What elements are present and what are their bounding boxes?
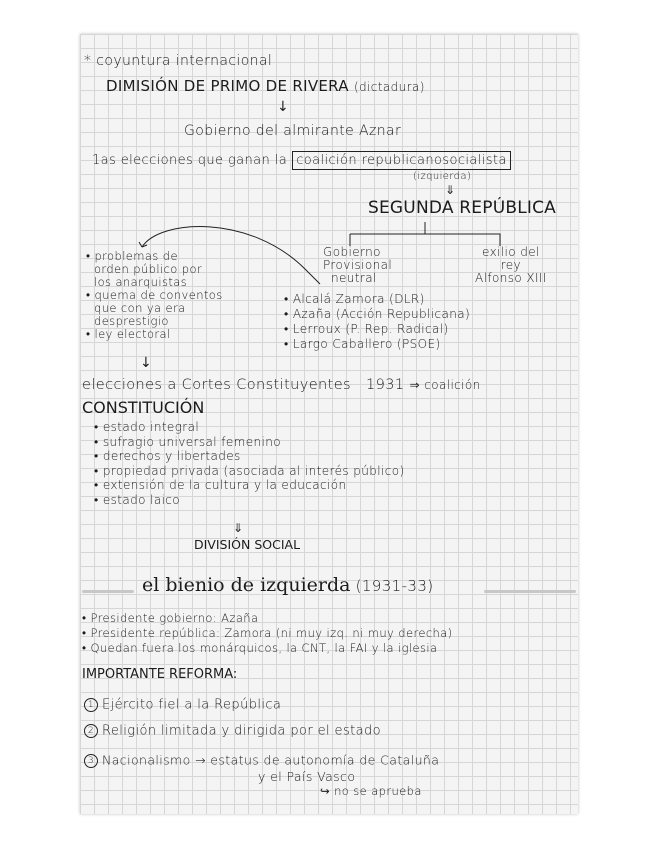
- reform-1-text: Ejército fiel a la República: [102, 697, 282, 713]
- number-1-icon: 1: [84, 698, 98, 712]
- fact-3: • Quedan fuera los monárquicos, la CNT, la FAI y la iglesia: [82, 641, 438, 655]
- members-list: [284, 292, 470, 352]
- header-highlight-left: [82, 590, 134, 593]
- reform-3-continuation: y el País Vasco: [258, 769, 356, 784]
- fact-2: • Presidente república: Zamora (ni muy izq. ni muy derecha): [82, 626, 453, 640]
- curved-connector-arrowhead: [139, 242, 147, 247]
- exile-line-2: rey: [500, 258, 522, 272]
- reform-title: IMPORTANTE REFORMA:: [82, 667, 238, 682]
- event-note: (dictadura): [353, 80, 425, 94]
- problem-1-line-3: los anarquistas: [94, 275, 188, 289]
- republic-title: SEGUNDA REPÚBLICA: [368, 198, 556, 218]
- problems-list: [86, 250, 223, 341]
- constituent-line: [82, 378, 481, 393]
- exile-line-3: Alfonso XIII: [475, 271, 547, 285]
- number-3-icon: 3: [84, 754, 98, 768]
- number-2-icon: 2: [84, 724, 98, 738]
- constituent-year: 1931: [366, 377, 405, 393]
- problem-1-line-2: orden público por: [94, 262, 203, 276]
- reform-3: [84, 754, 439, 768]
- constitution-item-2: • sufragio universal femenino: [94, 434, 281, 449]
- reform-1: [84, 698, 281, 712]
- double-arrow-icon: ⇓: [445, 183, 456, 197]
- problems-arrow-icon: ↓: [140, 355, 152, 371]
- constitution-item-6: • estado laico: [94, 492, 181, 507]
- member-2: • Azaña (Acción Republicana): [284, 307, 471, 321]
- header-highlight-right: [484, 590, 576, 593]
- member-4: • Largo Caballero (PSOE): [284, 337, 441, 351]
- fact-1: • Presidente gobierno: Azaña: [82, 611, 259, 625]
- context-heading: * coyuntura internacional: [84, 53, 273, 69]
- king-exile: [475, 246, 547, 285]
- bienio-years: (1931-33): [355, 577, 434, 595]
- constitution-item-5: • extensión de la cultura y la educación: [94, 478, 347, 492]
- constituent-result: ⇒ coalición: [409, 378, 481, 392]
- provisional-government: [323, 246, 392, 285]
- bienio-facts: [82, 611, 453, 656]
- provisional-line-3: neutral: [331, 271, 377, 285]
- provisional-line-1: Gobierno: [323, 245, 381, 259]
- notebook-page: [80, 34, 578, 814]
- constitution-item-1: • estado integral: [94, 420, 200, 434]
- division-social: DIVISIÓN SOCIAL: [194, 537, 301, 552]
- problem-2-line-2: que con ya era: [94, 301, 186, 315]
- member-1: • Alcalá Zamora (DLR): [284, 292, 425, 306]
- event-line: [106, 78, 425, 94]
- member-3: • Lerroux (P. Rep. Radical): [284, 322, 449, 336]
- reform-2-text: Religión limitada y dirigida por el estado: [102, 723, 381, 739]
- constituent-text: elecciones a Cortes Constituyentes: [82, 377, 351, 393]
- division-arrow-icon: ⇓: [233, 521, 244, 535]
- constitution-item-3: • derechos y libertades: [94, 449, 241, 463]
- problem-2-line-3: desprestigio: [94, 314, 169, 328]
- arrow-down-icon: ↓: [277, 99, 289, 115]
- bienio-header: [142, 576, 434, 595]
- elections-note: (izquierda): [413, 171, 472, 182]
- exile-line-1: exilio del: [482, 245, 540, 259]
- government-line: Gobierno del almirante Aznar: [184, 123, 402, 139]
- provisional-line-2: Provisional: [323, 258, 393, 272]
- constitution-list: [94, 420, 405, 507]
- elections-line: [92, 151, 511, 167]
- reform-3-note: ↪ no se aprueba: [320, 784, 422, 798]
- constitution-item-4: • propiedad privada (asociada al interés público): [94, 463, 405, 478]
- bienio-title: el bienio de izquierda: [142, 574, 351, 596]
- problem-2-line-1: • quema de conventos: [86, 288, 223, 302]
- problem-1-line-1: • problemas de: [86, 249, 178, 263]
- constitution-title: CONSTITUCIÓN: [82, 398, 205, 417]
- coalition-box: coalición republicanosocialista: [292, 151, 511, 170]
- reform-3-text: Nacionalismo → estatus de autonomía de Cataluña: [102, 752, 440, 768]
- reform-2: [84, 724, 381, 738]
- elections-prefix: 1as elecciones que ganan la: [92, 153, 288, 168]
- problem-3-line-1: • ley electoral: [86, 327, 171, 341]
- event-title: DIMISIÓN DE PRIMO DE RIVERA: [106, 77, 349, 95]
